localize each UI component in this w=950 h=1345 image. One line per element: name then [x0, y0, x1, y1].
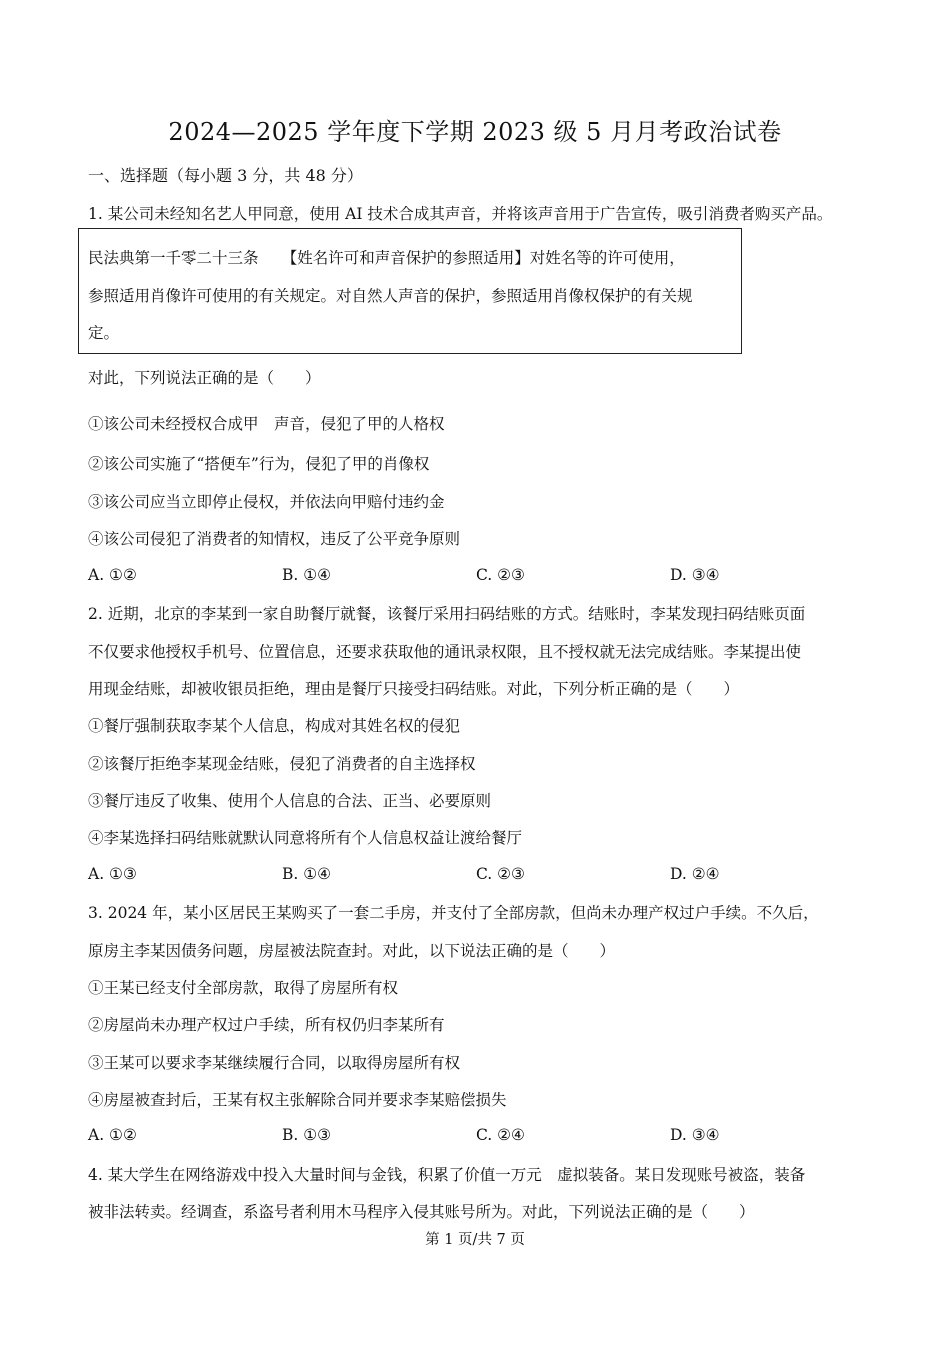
- q1-box-line: 参照适用肖像许可使用的有关规定。对自然人声音的保护，参照适用肖像权保护的有关规: [88, 287, 693, 305]
- q1-box-line: 定。: [88, 324, 120, 342]
- q2-option-c[interactable]: C. ②③: [476, 865, 525, 883]
- q1-stem: 1. 某公司未经知名艺人甲同意，使用 AI 技术合成其声音，并将该声音用于广告宣传，吸引消费者购买产品。: [88, 205, 833, 223]
- q3-item: ③王某可以要求李某继续履行合同，以取得房屋所有权: [88, 1054, 461, 1072]
- q1-item: ④该公司侵犯了消费者的知情权，违反了公平竞争原则: [88, 530, 461, 548]
- q3-item: ②房屋尚未办理产权过户手续，所有权仍归李某所有: [88, 1016, 445, 1034]
- q3-option-c[interactable]: C. ②④: [476, 1126, 525, 1144]
- q3-stem-line: 3. 2024 年，某小区居民王某购买了一套二手房，并支付了全部房款，但尚未办理产权过户手续。不久后，: [88, 904, 819, 922]
- q2-stem-line: 2. 近期，北京的李某到一家自助餐厅就餐，该餐厅采用扫码结账的方式。结账时，李某发现扫码结账页面: [88, 605, 806, 623]
- q1-option-c[interactable]: C. ②③: [476, 566, 525, 584]
- q1-option-a[interactable]: A. ①②: [88, 566, 137, 584]
- q2-item: ②该餐厅拒绝李某现金结账，侵犯了消费者的自主选择权: [88, 755, 476, 773]
- q1-item: ②该公司实施了“搭便车”行为，侵犯了甲的肖像权: [88, 455, 430, 473]
- q1-option-b[interactable]: B. ①④: [282, 566, 332, 584]
- q3-item: ①王某已经支付全部房款，取得了房屋所有权: [88, 979, 399, 997]
- q2-stem-line: 用现金结账，却被收银员拒绝，理由是餐厅只接受扫码结账。对此，下列分析正确的是（ ）: [88, 680, 740, 698]
- q2-option-d[interactable]: D. ②④: [670, 865, 720, 883]
- page-title: 2024—2025 学年度下学期 2023 级 5 月月考政治试卷: [168, 118, 782, 146]
- q2-stem-line: 不仅要求他授权手机号、位置信息，还要求获取他的通讯录权限，且不授权就无法完成结账。李某提出使: [88, 643, 802, 661]
- q3-option-b[interactable]: B. ①③: [282, 1126, 332, 1144]
- q1-item: ③该公司应当立即停止侵权，并依法向甲赔付违约金: [88, 493, 445, 511]
- q2-item: ①餐厅强制获取李某个人信息，构成对其姓名权的侵犯: [88, 717, 461, 735]
- section-heading: 一、选择题（每小题 3 分，共 48 分）: [88, 166, 363, 185]
- q3-stem-line: 原房主李某因债务问题，房屋被法院查封。对此，以下说法正确的是（ ）: [88, 942, 616, 960]
- q1-ask: 对此，下列说法正确的是（ ）: [88, 369, 321, 387]
- q4-stem-line: 被非法转卖。经调查，系盗号者利用木马程序入侵其账号所为。对此，下列说法正确的是（ ）: [88, 1203, 755, 1221]
- q3-item: ④房屋被查封后，王某有权主张解除合同并要求李某赔偿损失: [88, 1091, 507, 1109]
- q1-option-d[interactable]: D. ③④: [670, 566, 720, 584]
- q2-option-b[interactable]: B. ①④: [282, 865, 332, 883]
- q2-item: ④李某选择扫码结账就默认同意将所有个人信息权益让渡给餐厅: [88, 829, 523, 847]
- q3-option-d[interactable]: D. ③④: [670, 1126, 720, 1144]
- q1-item: ①该公司未经授权合成甲 声音，侵犯了甲的人格权: [88, 415, 445, 433]
- q4-stem-line: 4. 某大学生在网络游戏中投入大量时间与金钱，积累了价值一万元 虚拟装备。某日发现账号被盗，装备: [88, 1166, 806, 1184]
- q3-option-a[interactable]: A. ①②: [88, 1126, 137, 1144]
- q2-option-a[interactable]: A. ①③: [88, 865, 137, 883]
- q1-box-line: 民法典第一千零二十三条 【姓名许可和声音保护的参照适用】对姓名等的许可使用，: [88, 249, 685, 267]
- page-footer: 第 1 页/共 7 页: [425, 1232, 525, 1248]
- q1-law-excerpt-box: [78, 228, 742, 354]
- q2-item: ③餐厅违反了收集、使用个人信息的合法、正当、必要原则: [88, 792, 492, 810]
